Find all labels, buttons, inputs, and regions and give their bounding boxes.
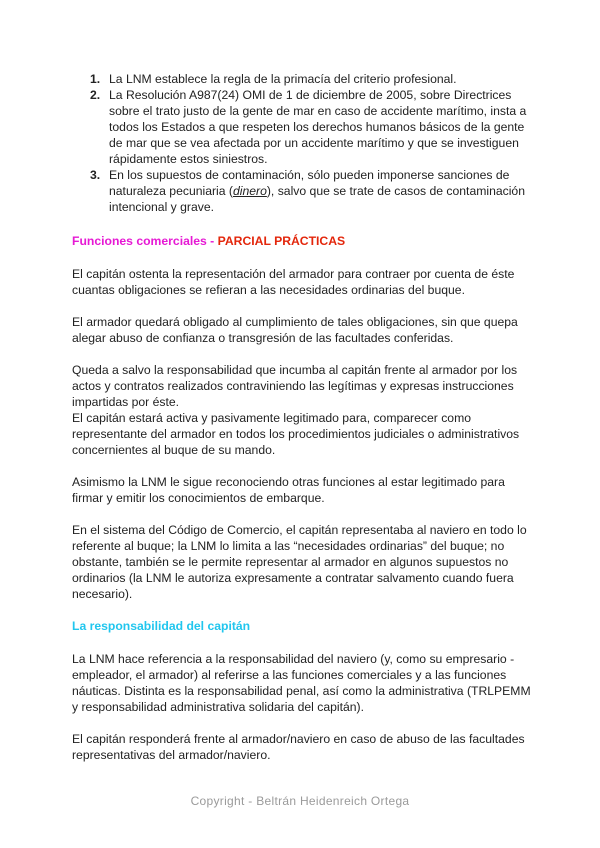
- paragraph: El capitán responderá frente al armador/naviero en caso de abuso de las facultades representativas del armador/naviero.: [72, 732, 525, 762]
- list-item-text: La Resolución A987(24) OMI de 1 de diciembre de 2005, sobre Directrices sobre el trato justo de la gente de mar en caso de accidente marítimo, insta a todos los Estados a que respeten los derechos humanos básicos de la gente de mar que se vea afectada por un accidente marítimo y que se investiguen rápidamente estos siniestros.: [109, 88, 527, 166]
- list-item-text-cont: ), salvo que se trate de casos de contaminación intencional y grave.: [109, 184, 525, 214]
- list-item-text: La LNM establece la regla de la primacía del criterio profesional.: [109, 72, 457, 86]
- numbered-list: [72, 71, 532, 215]
- list-item-number: 3.: [90, 168, 101, 182]
- list-item-text: En los supuestos de contaminación, sólo pueden imponerse sanciones de naturaleza pecuniaria (: [109, 168, 510, 198]
- section-heading-responsabilidad: La responsabilidad del capitán: [72, 619, 251, 633]
- copyright-footer: Copyright - Beltrán Heidenreich Ortega: [190, 794, 410, 808]
- paragraph: Asimismo la LNM le sigue reconociendo otras funciones al estar legitimado para firmar y emitir los conocimientos de embarque.: [72, 475, 505, 505]
- paragraph: El armador quedará obligado al cumplimiento de tales obligaciones, sin que quepa alegar abuso de confianza o transgresión de las facultades conferidas.: [72, 315, 518, 345]
- section-heading-funciones: [72, 233, 532, 249]
- heading-part-b: PARCIAL PRÁCTICAS: [217, 234, 346, 248]
- list-item: [72, 71, 532, 87]
- list-item: [72, 167, 532, 215]
- list-item: [72, 87, 532, 167]
- paragraph: El capitán ostenta la representación del armador para contraer por cuenta de éste cuantas obligaciones se refieran a las necesidades ordinarias del buque.: [72, 267, 515, 297]
- paragraph: En el sistema del Código de Comercio, el capitán representaba al naviero en todo lo referente al buque; la LNM lo limita a las “necesidades ordinarias” del buque; no obstante, también se le permite representar al armador en algunos supuestos no ordinarios (la LNM le autoriza expresamente a contratar salvamento cuando fuera necesario).: [72, 523, 527, 601]
- paragraph: La LNM hace referencia a la responsabilidad del naviero (y, como su empresario - empleador, el armador) al referirse a las funciones comerciales y a las funciones náuticas. Distinta es la responsabilidad penal, así como la administrativa (TRLPEMM y responsabilidad administrativa solidaria del capitán).: [72, 652, 531, 714]
- paragraph: El capitán estará activa y pasivamente legitimado para, comparecer como representante del armador en todos los procedimientos judiciales o administrativos concernientes al buque de su mando.: [72, 411, 520, 457]
- document-body: [72, 71, 532, 779]
- paragraph: Queda a salvo la responsabilidad que incumba al capitán frente al armador por los actos y contratos realizados contraviniendo las legítimas y expresas instrucciones impartidas por éste.: [72, 363, 518, 409]
- dinero-link[interactable]: dinero: [232, 184, 267, 198]
- list-item-number: 2.: [90, 88, 101, 102]
- heading-part-a: Funciones comerciales -: [72, 234, 218, 248]
- list-item-number: 1.: [90, 72, 101, 86]
